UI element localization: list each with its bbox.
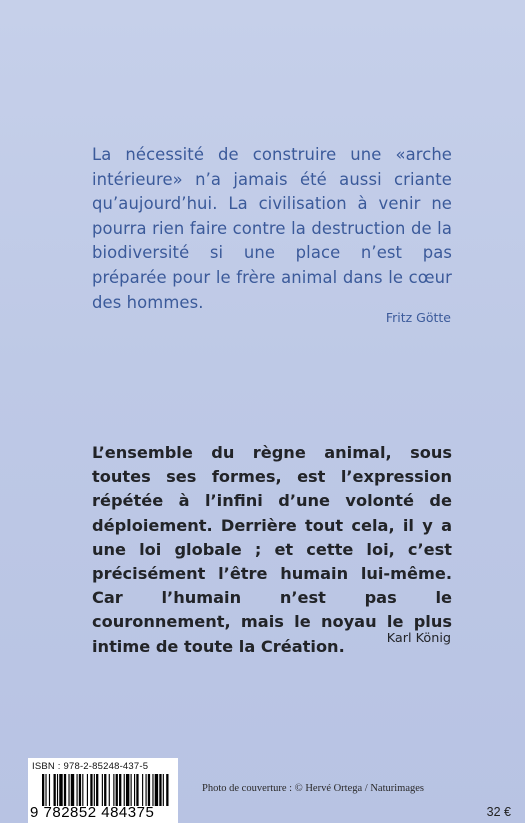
barcode-bar [152, 774, 153, 806]
barcode-bar [45, 774, 46, 806]
photo-credit: Photo de couverture : © Hervé Ortega / Naturimages [202, 783, 424, 794]
barcode-bar [124, 774, 125, 806]
barcode-bar [94, 774, 95, 806]
barcode-bar [57, 774, 58, 806]
price: 32 € [486, 805, 511, 819]
barcode-bar [119, 774, 121, 806]
barcode-bar [90, 774, 92, 806]
barcode-bar [104, 774, 106, 806]
barcode-bar [146, 774, 147, 806]
barcode-bar [126, 774, 129, 806]
barcode-bar [166, 774, 168, 806]
barcode-bar [68, 774, 69, 806]
barcode-digits: 9 782852 484375 [30, 804, 155, 821]
barcode-bar [163, 774, 164, 806]
barcode-bar [79, 774, 81, 806]
barcode-bar [71, 774, 74, 806]
quote-konig [92, 441, 452, 659]
barcode-bar [96, 774, 98, 806]
barcode-bar [64, 774, 66, 806]
quote-gotte-author: Fritz Götte [385, 310, 451, 325]
quote-gotte-text: La nécessité de construire une «arche intérieure» n’a jamais été aussi criante qu’aujourd’hui. La civilisation à venir ne pourra rien faire contre la destruction de la biodiversité si une place n’est pas préparée pour le frère animal dans le cœur des hommes. [92, 145, 452, 312]
barcode-bar [136, 774, 138, 806]
quote-konig-author: Karl König [386, 631, 451, 646]
barcode-bar [82, 774, 83, 806]
barcode-bars [28, 774, 178, 806]
barcode-bar [54, 774, 56, 806]
barcode-bar [113, 774, 114, 806]
quote-gotte [92, 143, 452, 315]
barcode-bar [155, 774, 158, 806]
barcode-bar [109, 774, 110, 806]
isbn-label: ISBN : 978-2-85248-437-5 [32, 761, 149, 772]
barcode-bar [87, 774, 88, 806]
barcode-bar [159, 774, 161, 806]
isbn-barcode [28, 758, 178, 823]
quote-konig-text: L’ensemble du règne animal, sous toutes ses formes, est l’expression répétée à l’infini d’une volonté de déploiement. Derrière tout cela, il y a une loi globale ; et cette loi, c’est précisément l’être humain lui-même. Car l’humain n’est pas le couronnement, mais le noyau le plus intime de toute la Création. [92, 443, 452, 656]
barcode-bar [49, 774, 50, 806]
barcode-bar [148, 774, 150, 806]
barcode-bar [131, 774, 132, 806]
barcode-bar [59, 774, 62, 806]
barcode-bar [116, 774, 118, 806]
barcode-bar [134, 774, 135, 806]
barcode-bar [142, 774, 143, 806]
barcode-bar [77, 774, 78, 806]
barcode-bar [102, 774, 103, 806]
barcode-bar [42, 774, 44, 806]
